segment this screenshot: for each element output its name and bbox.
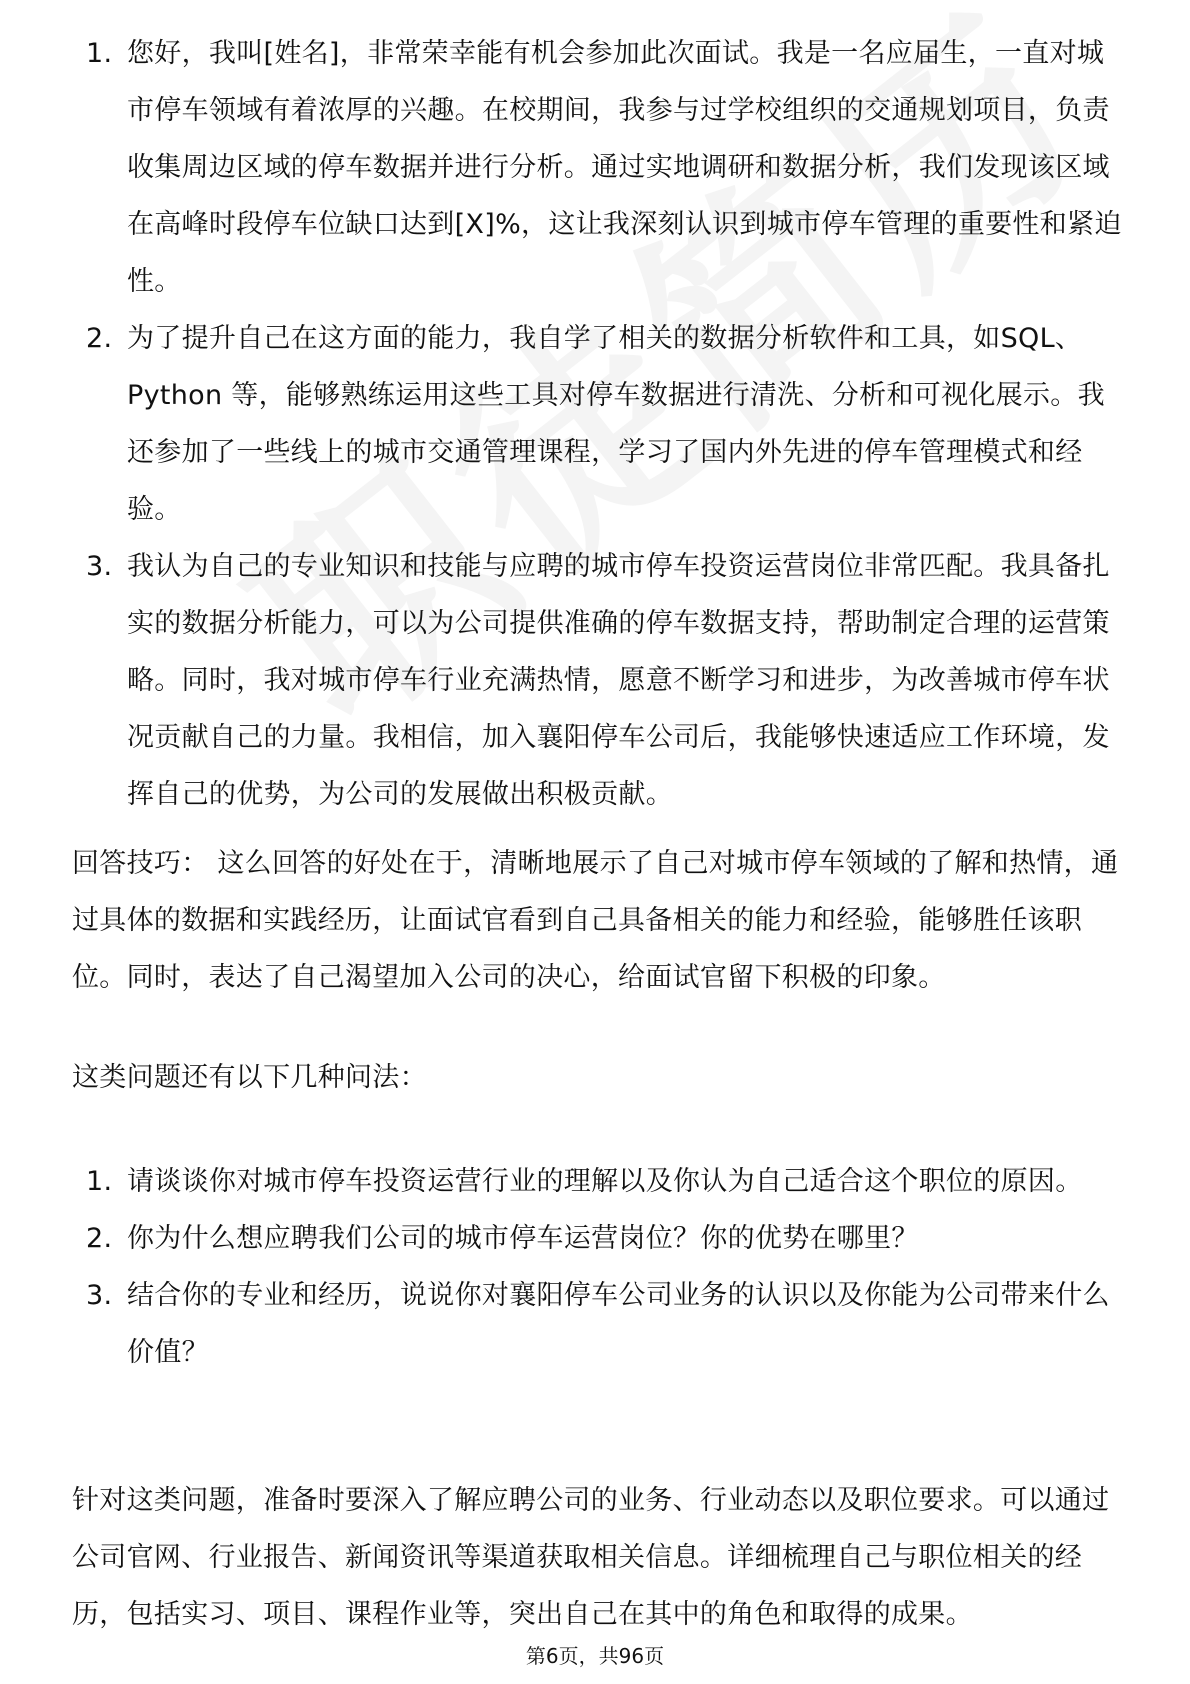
list-item-number: 3.: [86, 551, 113, 582]
list-item: [72, 310, 1122, 538]
list-item: [72, 1267, 1122, 1381]
list-item: [72, 1153, 1122, 1210]
list-item: [72, 1210, 1122, 1267]
list-item-text: 您好，我叫[姓名]，非常荣幸能有机会参加此次面试。我是一名应届生，一直对城市停车领域有着浓厚的兴趣。在校期间，我参与过学校组织的交通规划项目，负责收集周边区域的停车数据并进行分析。通过实地调研和数据分析，我们发现该区域在高峰时段停车位缺口达到[X]%，这让我深刻认识到城市停车管理的重要性和紧迫性。: [127, 38, 1122, 297]
list-item-text: 请谈谈你对城市停车投资运营行业的理解以及你认为自己适合这个职位的原因。: [127, 1166, 1083, 1197]
answer-list: [72, 25, 1122, 823]
list-item-text: 你为什么想应聘我们公司的城市停车运营岗位？你的优势在哪里？: [127, 1223, 919, 1254]
preparation-advice-paragraph: 针对这类问题，准备时要深入了解应聘公司的业务、行业动态以及职位要求。可以通过公司官网、行业报告、新闻资讯等渠道获取相关信息。详细梳理自己与职位相关的经历，包括实习、项目、课程作业等，突出自己在其中的角色和取得的成果。: [72, 1485, 1110, 1630]
list-item-text: 为了提升自己在这方面的能力，我自学了相关的数据分析软件和工具，如SQL、Python 等，能够熟练运用这些工具对停车数据进行清洗、分析和可视化展示。我还参加了一些线上的城市交通管理课程，学习了国内外先进的停车管理模式和经验。: [127, 323, 1105, 525]
question-variants-list: [72, 1153, 1122, 1381]
list-item-text: 我认为自己的专业知识和技能与应聘的城市停车投资运营岗位非常匹配。我具备扎实的数据分析能力，可以为公司提供准确的停车数据支持，帮助制定合理的运营策略。同时，我对城市停车行业充满热情，愿意不断学习和进步，为改善城市停车状况贡献自己的力量。我相信，加入襄阳停车公司后，我能够快速适应工作环境，发挥自己的优势，为公司的发展做出积极贡献。: [127, 551, 1110, 810]
list-item-number: 3.: [86, 1280, 113, 1311]
list-item: [72, 25, 1122, 310]
list-item-text: 结合你的专业和经历，说说你对襄阳停车公司业务的认识以及你能为公司带来什么价值？: [127, 1280, 1110, 1368]
variants-heading: 这类问题还有以下几种问法：: [72, 1062, 427, 1093]
list-item-number: 1.: [86, 1166, 113, 1197]
list-item: [72, 538, 1122, 823]
page-number-footer: 第6页，共96页: [525, 1644, 665, 1668]
list-item-number: 2.: [86, 323, 113, 354]
answer-tips-paragraph: 回答技巧： 这么回答的好处在于，清晰地展示了自己对城市停车领域的了解和热情，通过具体的数据和实践经历，让面试官看到自己具备相关的能力和经验，能够胜任该职位。同时，表达了自己渴望加入公司的决心，给面试官留下积极的印象。: [72, 848, 1119, 993]
list-item-number: 2.: [86, 1223, 113, 1254]
list-item-number: 1.: [86, 38, 113, 69]
